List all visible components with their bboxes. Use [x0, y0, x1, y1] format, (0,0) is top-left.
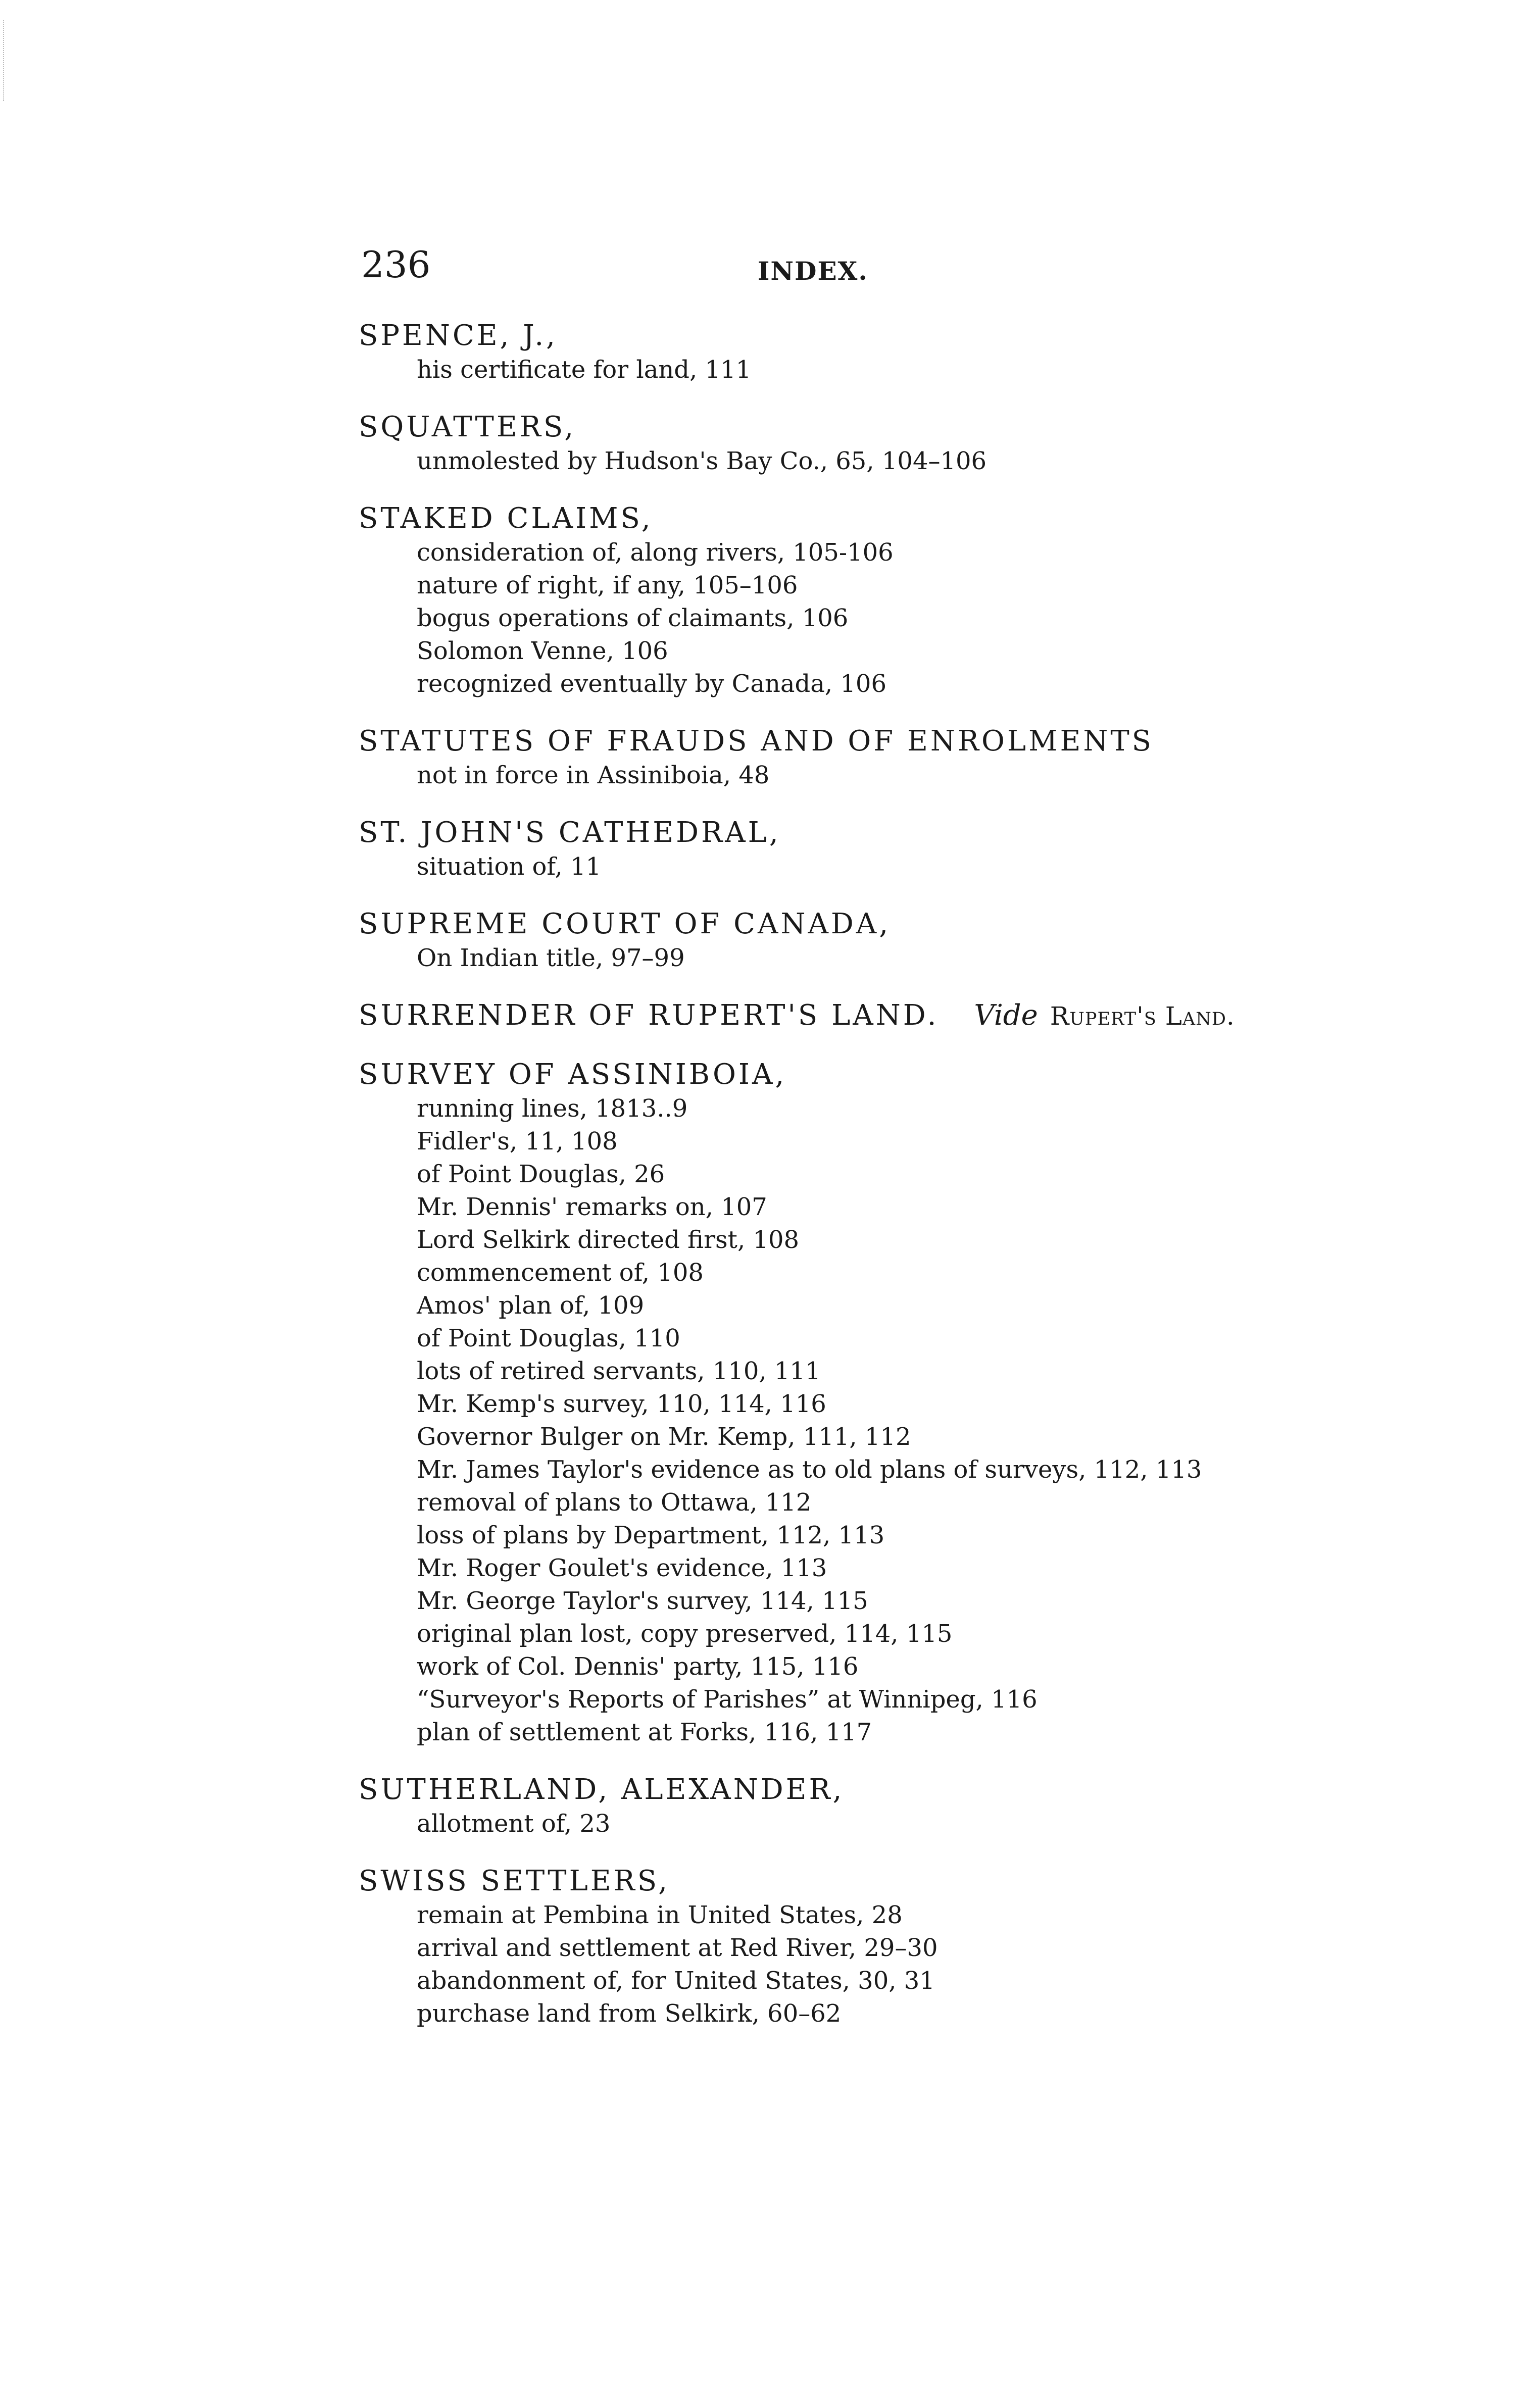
entry-heading: [359, 815, 1369, 850]
subentry-list: [359, 759, 1369, 792]
subentry-list: [359, 354, 1369, 386]
subentry: Mr. George Taylor's survey, 114, 115: [417, 1587, 868, 1615]
subentry: of Point Douglas, 110: [417, 1324, 680, 1352]
subentry: Lord Selkirk directed first, 108: [417, 1226, 800, 1254]
entry-heading-text: SURRENDER OF RUPERT'S LAND.: [359, 999, 939, 1032]
subentry: Solomon Venne, 106: [417, 637, 668, 665]
entry-heading: [359, 1057, 1369, 1092]
subentry: Mr. Kemp's survey, 110, 114, 116: [417, 1390, 826, 1418]
entry-heading: [359, 1864, 1369, 1899]
index-entry: [359, 1864, 1369, 2030]
subentry-list: [359, 942, 1369, 975]
subentry: loss of plans by Department, 112, 113: [417, 1521, 885, 1549]
subentry: running lines, 1813..9: [417, 1094, 688, 1123]
index-entry: [359, 410, 1369, 478]
subentry: allotment of, 23: [417, 1810, 611, 1838]
subentry: Fidler's, 11, 108: [417, 1127, 618, 1156]
running-head: INDEX.: [758, 256, 868, 286]
index-entry: [359, 815, 1369, 883]
entry-heading-text: SWISS SETTLERS,: [359, 1865, 670, 1897]
index-entry: [359, 907, 1369, 975]
index-entry: [359, 318, 1369, 386]
entry-heading: [359, 318, 1369, 354]
subentry: nature of right, if any, 105–106: [417, 571, 798, 599]
subentry: “Surveyor's Reports of Parishes” at Winnipeg, 116: [417, 1685, 1038, 1714]
index-entries: [359, 318, 1369, 2053]
subentry-list: [359, 445, 1369, 478]
subentry: his certificate for land, 111: [417, 356, 752, 384]
index-entry: [359, 724, 1369, 792]
entry-heading: [359, 907, 1369, 942]
subentry: commencement of, 108: [417, 1259, 704, 1287]
subentry: situation of, 11: [417, 852, 602, 881]
subentry: remain at Pembina in United States, 28: [417, 1901, 903, 1929]
entry-heading: [359, 998, 1369, 1034]
subentry: purchase land from Selkirk, 60–62: [417, 1999, 842, 2028]
subentry: plan of settlement at Forks, 116, 117: [417, 1718, 872, 1746]
subentry: Mr. Roger Goulet's evidence, 113: [417, 1554, 827, 1582]
entry-heading-text: SUPREME COURT OF CANADA,: [359, 908, 891, 940]
subentry: bogus operations of claimants, 106: [417, 604, 849, 632]
index-entry: [359, 501, 1369, 700]
margin-mark: [3, 20, 6, 101]
subentry: abandonment of, for United States, 30, 31: [417, 1967, 935, 1995]
entry-heading-text: ST. JOHN'S CATHEDRAL,: [359, 816, 781, 849]
entry-heading-text: SUTHERLAND, ALEXANDER,: [359, 1773, 845, 1806]
subentry: unmolested by Hudson's Bay Co., 65, 104–106: [417, 447, 987, 475]
subentry: Governor Bulger on Mr. Kemp, 111, 112: [417, 1423, 911, 1451]
entry-heading-text: STAKED CLAIMS,: [359, 502, 653, 535]
subentry: Mr. James Taylor's evidence as to old plans of surveys, 112, 113: [417, 1456, 1202, 1484]
subentry-list: [359, 1808, 1369, 1840]
entry-heading: [359, 501, 1369, 536]
entry-heading: [359, 1772, 1369, 1808]
page-number: 236: [361, 243, 431, 286]
subentry: recognized eventually by Canada, 106: [417, 670, 886, 698]
index-entry: [359, 998, 1369, 1034]
cross-reference-vide: Vide: [974, 999, 1038, 1032]
subentry: Mr. Dennis' remarks on, 107: [417, 1193, 767, 1221]
entry-heading-text: SPENCE, J.,: [359, 319, 558, 352]
subentry-list: [359, 1092, 1369, 1749]
subentry: consideration of, along rivers, 105-106: [417, 538, 894, 567]
entry-heading-text: SURVEY OF ASSINIBOIA,: [359, 1058, 787, 1091]
subentry: original plan lost, copy preserved, 114, 115: [417, 1620, 953, 1648]
subentry-list: [359, 850, 1369, 883]
subentry: of Point Douglas, 26: [417, 1160, 665, 1188]
entry-heading-text: SQUATTERS,: [359, 411, 576, 443]
subentry: work of Col. Dennis' party, 115, 116: [417, 1652, 859, 1681]
subentry: arrival and settlement at Red River, 29–30: [417, 1934, 938, 1962]
subentry: Amos' plan of, 109: [417, 1291, 645, 1320]
subentry-list: [359, 536, 1369, 700]
subentry: not in force in Assiniboia, 48: [417, 761, 770, 789]
subentry: removal of plans to Ottawa, 112: [417, 1488, 812, 1517]
entry-heading: [359, 724, 1369, 759]
entry-heading-text: STATUTES OF FRAUDS AND OF ENROLMENTS: [359, 725, 1154, 758]
cross-reference-target: Rupert's Land.: [1050, 1001, 1235, 1031]
subentry: lots of retired servants, 110, 111: [417, 1357, 821, 1385]
subentry: On Indian title, 97–99: [417, 944, 685, 972]
entry-heading: [359, 410, 1369, 445]
index-entry: [359, 1057, 1369, 1749]
index-entry: [359, 1772, 1369, 1840]
subentry-list: [359, 1899, 1369, 2030]
